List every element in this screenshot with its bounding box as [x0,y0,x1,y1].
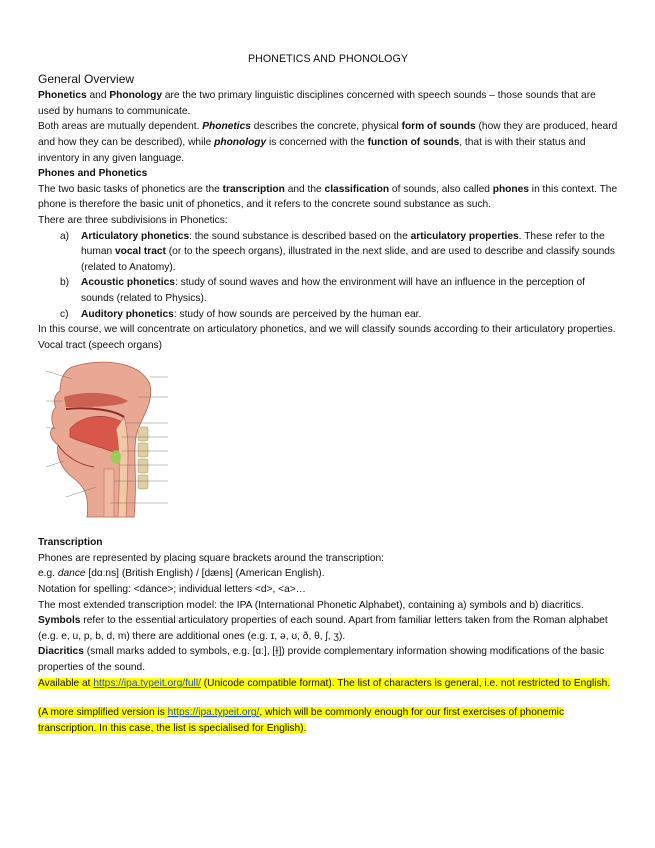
spacer [38,520,618,535]
section-heading-transcription: Transcription [38,537,103,549]
symbols-paragraph: Symbols refer to the essential articulatory properties of each sound. Apart from familiar letters taken from the Roman alphabet (e.g. e, u, p, b, d, m) there are additional ones (e.g. ɪ, ə, ʊ, ð, θ, ʃ, ʒ). [38,615,608,642]
phones-paragraph-1: The two basic tasks of phonetics are the transcription and the classification of sounds, also called phones in this context. The phone is therefore the basic unit of phonetics, and it refers to the concrete sound substance as such. [38,183,618,211]
list-item: a) Articulatory phonetics: the sound substance is described based on the articulatory properties. These refer to the human vocal tract (or to the speech organs), illustrated in the next slide, and are used to describe and classify sounds (related to Anatomy). [60,230,616,273]
list-item: c) Auditory phonetics: study of how sounds are perceived by the human ear. [60,308,422,320]
ipa-paragraph: The most extended transcription model: the IPA (International Phonetic Alphabet), containing a) symbols and b) diacritics. [38,599,584,611]
overview-paragraph-2: Both areas are mutually dependent. Phonetics describes the concrete, physical form of sounds (how they are produced, heard and how they can be described), while phonology is concerned with the function of sounds, that is with their status and inventory in any given language. [38,121,618,164]
transcription-example: e.g. dance [dɑːns] (British English) / [dæns] (American English). [38,568,325,580]
subdivisions-list [38,229,618,323]
section-heading-overview: General Overview [38,71,135,86]
document-page [38,52,618,736]
phones-paragraph-3: In this course, we will concentrate on articulatory phonetics, and we will classify sounds according to their articulatory properties. [38,324,616,336]
spelling-notation: Notation for spelling: <dance>; individual letters <d>, <a>… [38,584,306,596]
figure-caption: Vocal tract (speech organs) [38,339,163,351]
page-title: PHONETICS AND PHONOLOGY [247,53,409,65]
ipa-simple-link[interactable]: https://ipa.typeit.org/ [167,707,260,719]
highlighted-note-simplified: (A more simplified version is https://ipa.typeit.org/, which will be commonly enough for our first exercises of phonemic transcription. In this case, the list is specialised for English). [38,707,565,734]
overview-paragraph-1: Phonetics and Phonology are the two primary linguistic disciplines concerned with speech sounds – those sounds that are used by humans to communicate. [38,90,596,117]
spacer [38,691,618,705]
vocal-tract-drawing [42,357,172,520]
diacritics-paragraph: Diacritics (small marks added to symbols, e.g. [ɑː], [ɫ̩]) provide complementary information showing modifications of the basic properties of the sound. [38,646,605,674]
highlighted-note-full: Available at https://ipa.typeit.org/full/ (Unicode compatible format). The list of characters is general, i.e. not restricted to English. [38,677,611,689]
ipa-full-link[interactable]: https://ipa.typeit.org/full/ [93,677,201,689]
section-heading-phones: Phones and Phonetics [38,168,148,180]
phones-paragraph-2: There are three subdivisions in Phonetics: [38,214,228,226]
transcription-paragraph-1: Phones are represented by placing square brackets around the transcription: [38,552,385,564]
vocal-tract-illustration [42,357,172,520]
list-item: b) Acoustic phonetics: study of sound waves and how the environment will have an influence in the perception of sounds (related to Physics). [60,277,585,304]
